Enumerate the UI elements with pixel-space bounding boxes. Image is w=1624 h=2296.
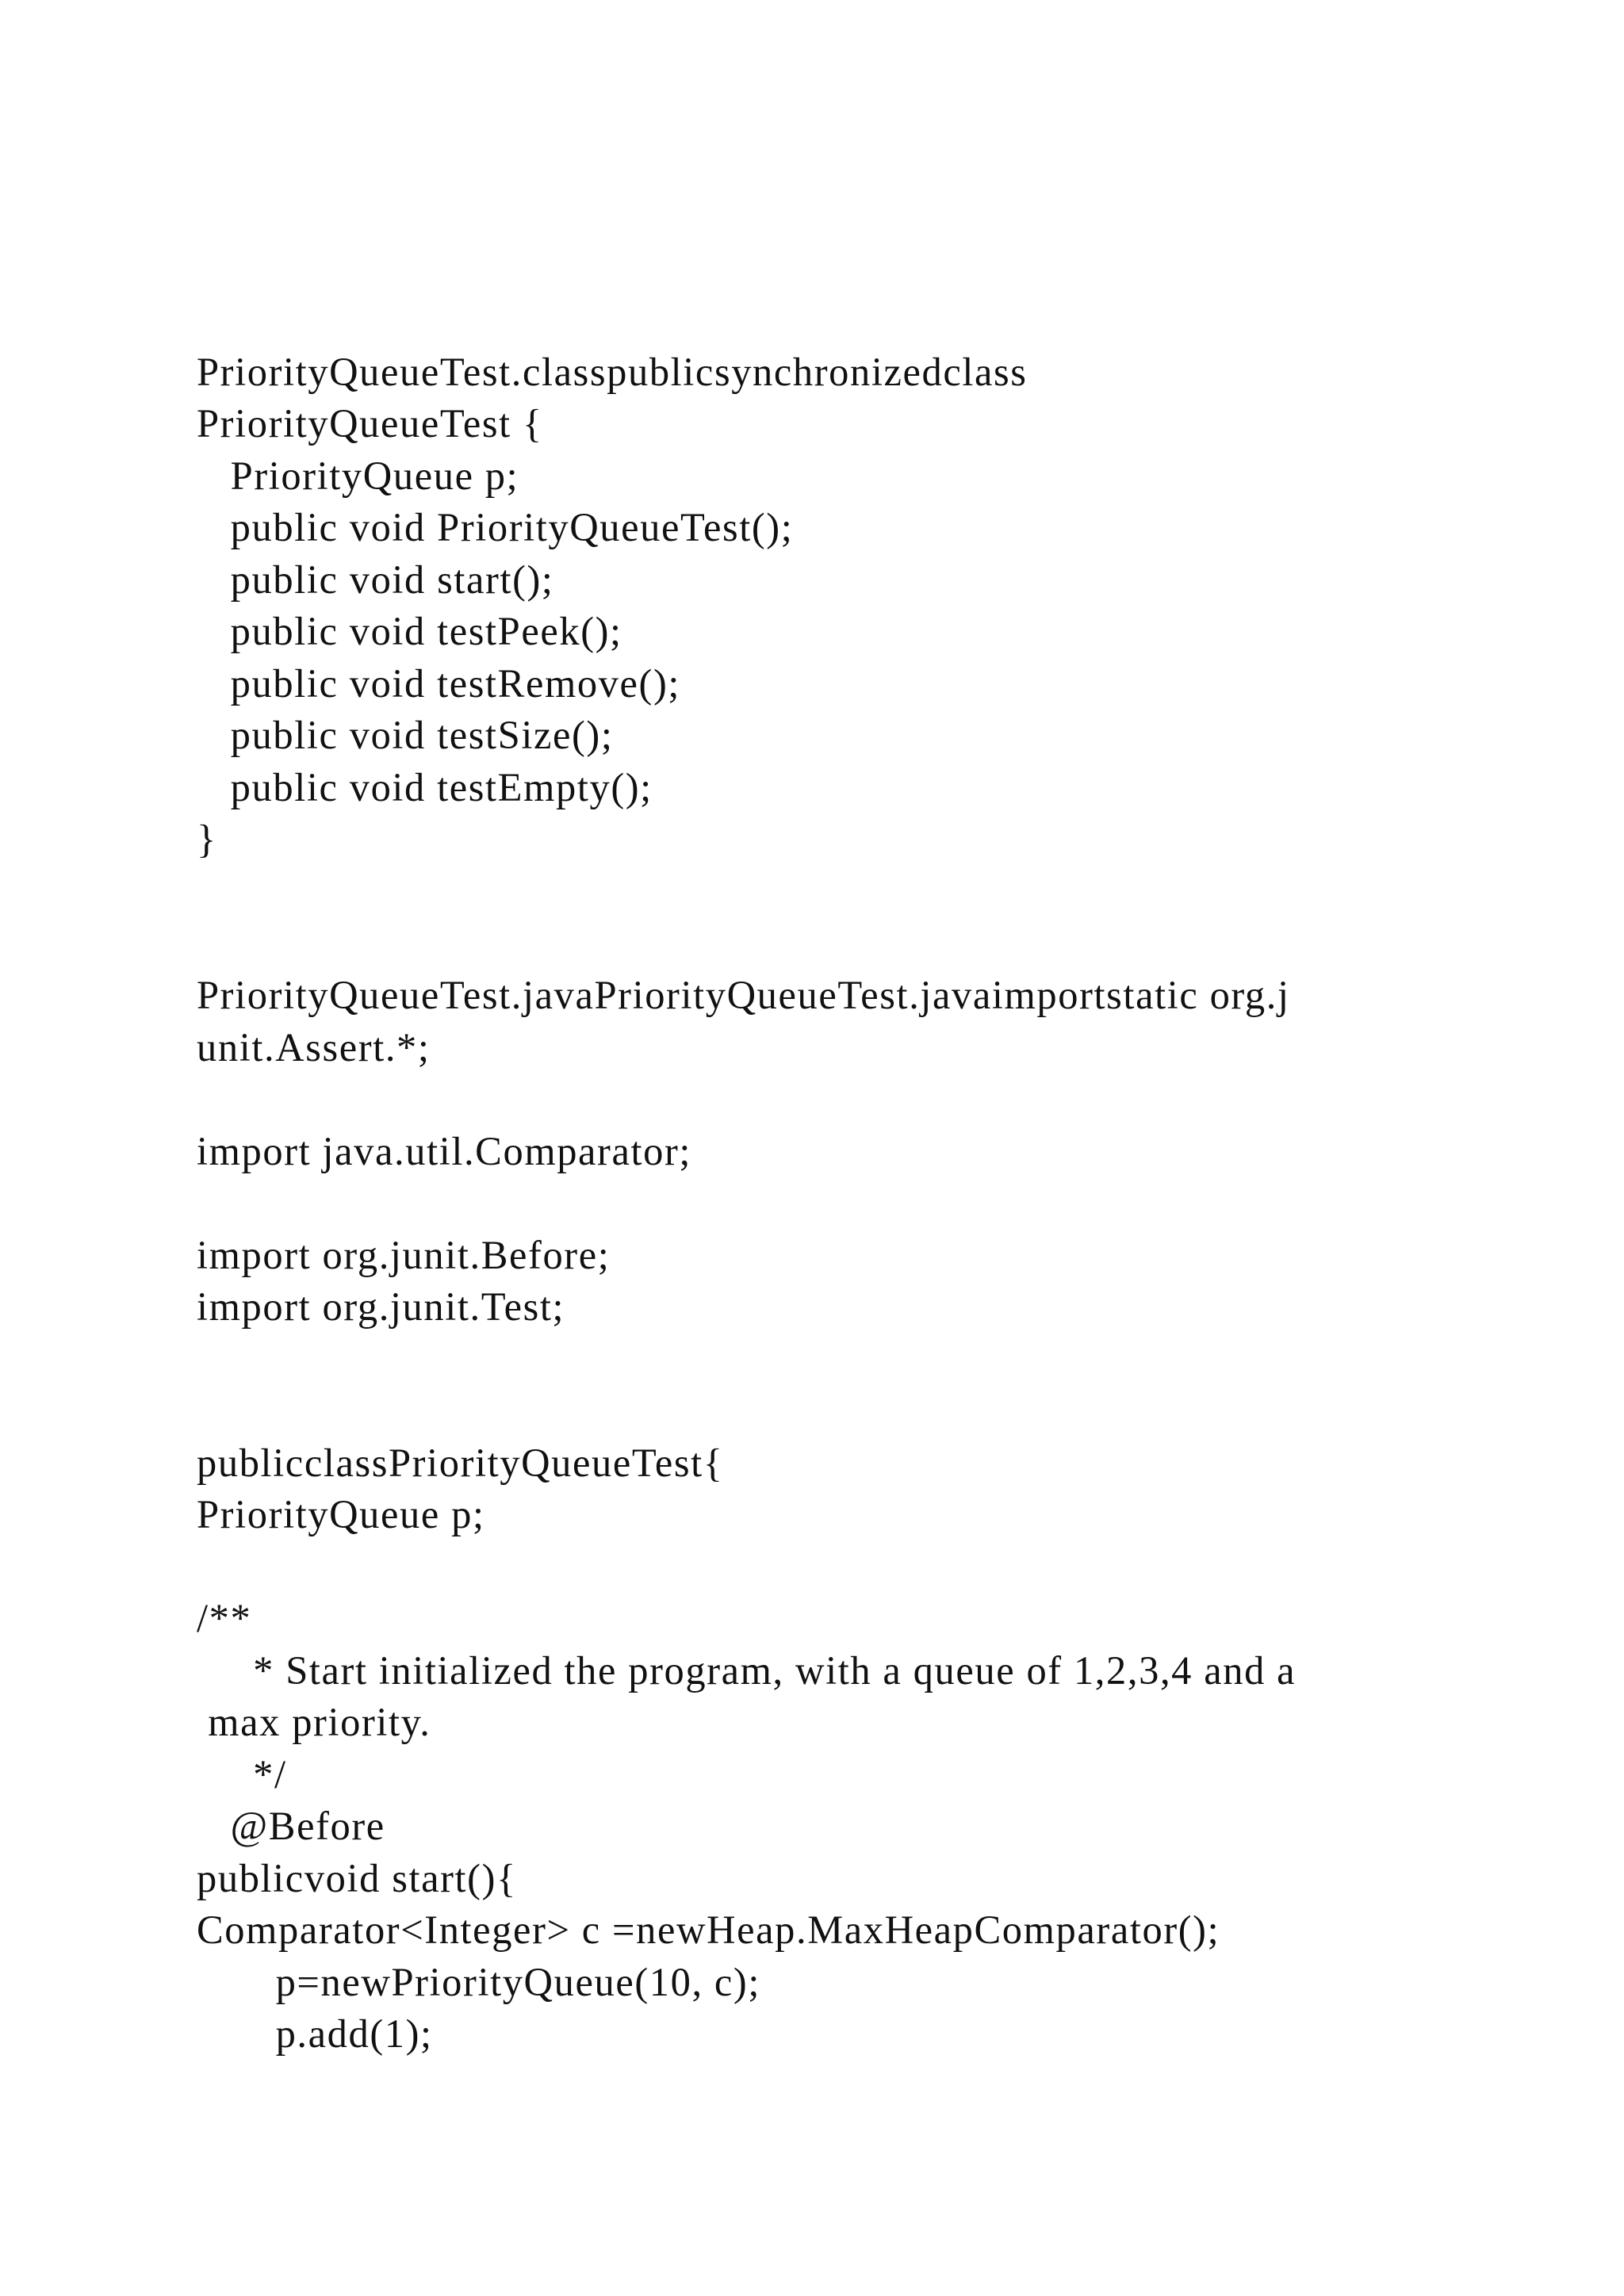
comment-close-line: */ [197, 1752, 287, 1797]
comment-text-line: max priority. [197, 1700, 431, 1744]
import-line: import org.junit.Before; [197, 1233, 611, 1277]
class-method-line: public void PriorityQueueTest(); [197, 505, 794, 549]
class-method-line: public void testRemove(); [197, 661, 681, 706]
class-method-line: public void testEmpty(); [197, 765, 653, 809]
class-declaration-line: publicclassPriorityQueueTest{ [197, 1441, 724, 1485]
java-header-line-1: PriorityQueueTest.javaPriorityQueueTest.javaimportstatic org.j [197, 973, 1290, 1017]
comment-text-line: * Start initialized the program, with a queue of 1,2,3,4 and a [197, 1648, 1297, 1693]
class-closing-brace: } [197, 817, 217, 861]
class-header-line-1: PriorityQueueTest.classpublicsynchronizedclass [197, 350, 1028, 394]
code-line: Comparator<Integer> c =newHeap.MaxHeapComparator(); [197, 1908, 1220, 1952]
import-line: import java.util.Comparator; [197, 1129, 692, 1173]
class-method-line: public void testSize(); [197, 713, 614, 757]
code-line: p.add(1); [197, 2011, 433, 2056]
annotation-line: @Before [197, 1804, 385, 1848]
method-declaration-line: publicvoid start(){ [197, 1856, 517, 1900]
class-header-line-2: PriorityQueueTest { [197, 401, 543, 446]
java-header-line-2: unit.Assert.*; [197, 1025, 431, 1070]
comment-open-line: /** [197, 1596, 252, 1640]
field-declaration-line: PriorityQueue p; [197, 1492, 485, 1536]
class-method-line: public void start(); [197, 557, 554, 602]
class-field-line: PriorityQueue p; [197, 453, 519, 498]
code-line: p=newPriorityQueue(10, c); [197, 1960, 760, 2004]
import-line: import org.junit.Test; [197, 1284, 565, 1329]
class-method-line: public void testPeek(); [197, 609, 622, 653]
